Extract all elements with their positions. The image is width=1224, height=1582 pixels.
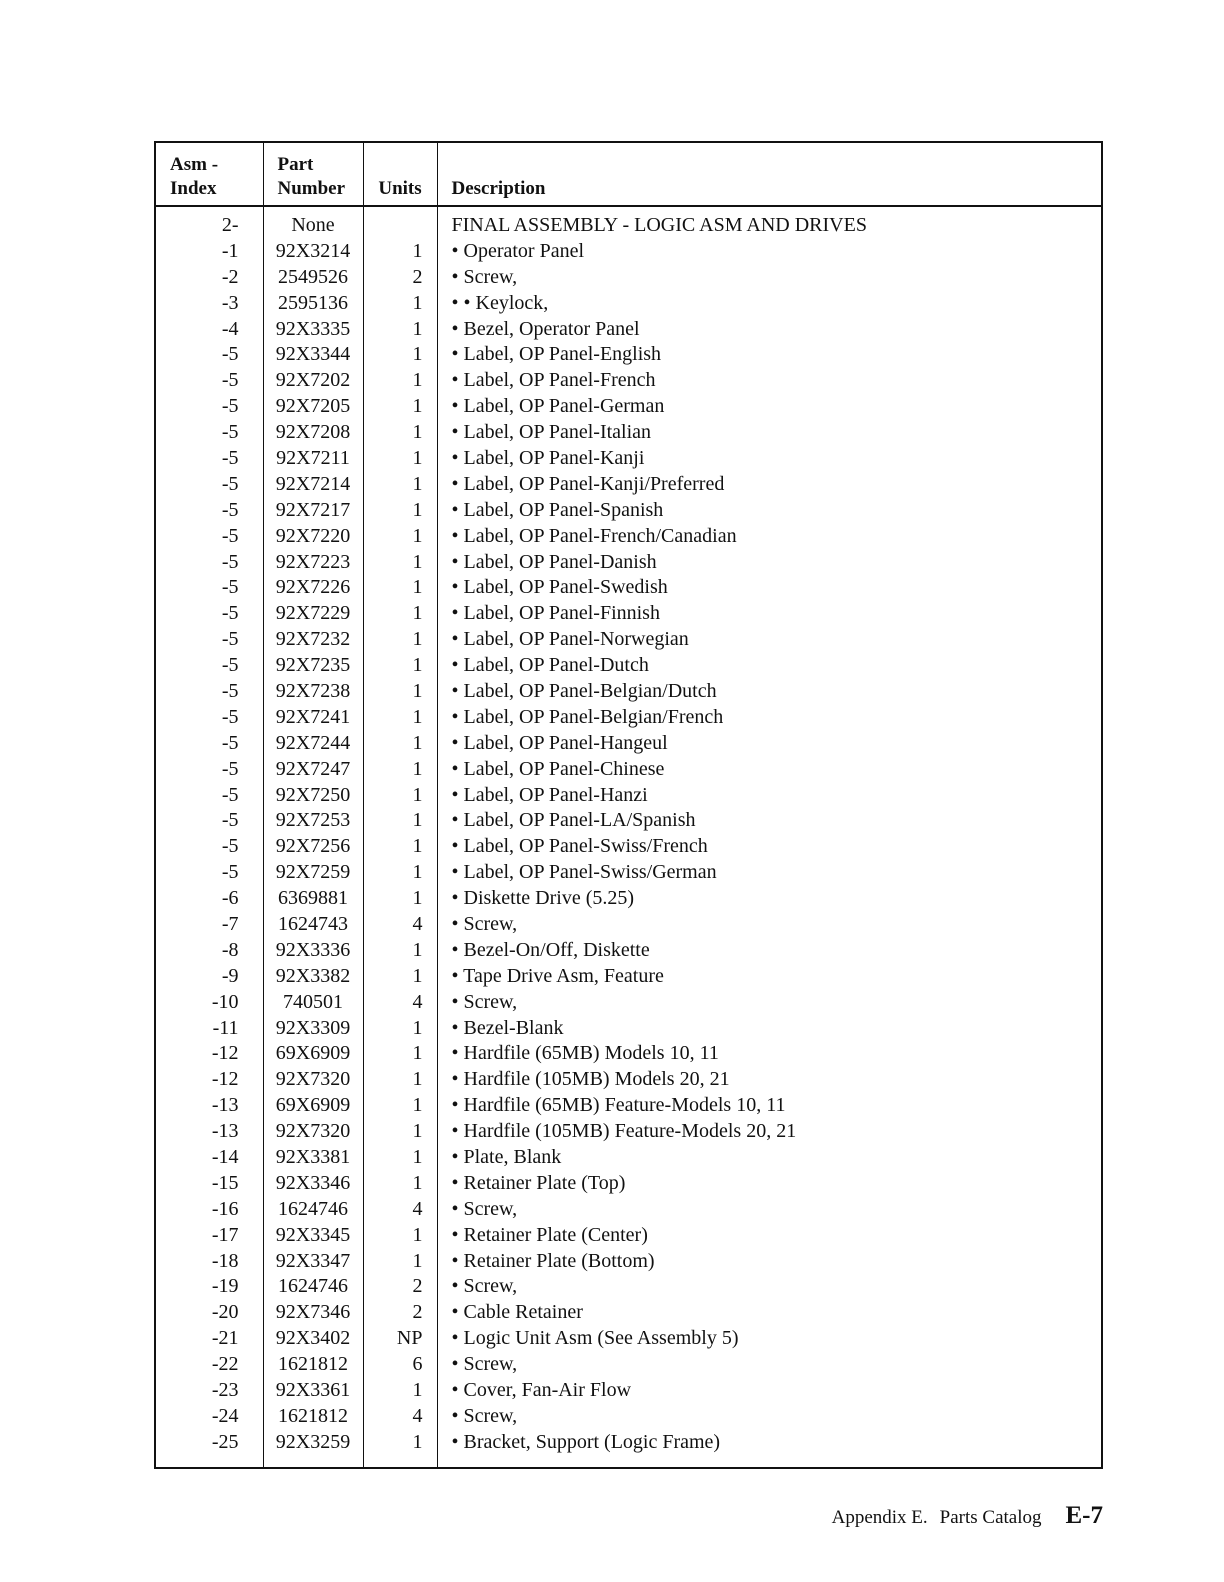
table-row xyxy=(155,290,1102,316)
units-cell: 2 xyxy=(363,264,437,290)
asm-index-cell: -23 xyxy=(155,1377,263,1403)
table-row xyxy=(155,989,1102,1015)
description-cell: • Label, OP Panel-French/Canadian xyxy=(451,524,737,547)
table-header-row xyxy=(155,142,1102,206)
part-number-cell: 92X3259 xyxy=(263,1429,363,1468)
description-cell: • Plate, Blank xyxy=(451,1146,562,1168)
table-row xyxy=(155,885,1102,911)
description-cell: • Cable Retainer xyxy=(451,1301,583,1324)
units-cell: 1 xyxy=(363,1144,437,1170)
units-cell: 1 xyxy=(363,963,437,989)
asm-index-cell: -13 xyxy=(155,1092,263,1118)
table-row xyxy=(155,963,1102,989)
description-cell: • Diskette Drive (5.25) xyxy=(451,887,635,910)
table-row xyxy=(155,1222,1102,1248)
description-cell: • Label, OP Panel-LA/Spanish xyxy=(451,809,696,832)
table-row xyxy=(155,600,1102,626)
table-row xyxy=(155,626,1102,652)
table-row xyxy=(155,756,1102,782)
description-cell: • Bezel-Blank xyxy=(451,1016,564,1039)
asm-index-cell: -19 xyxy=(155,1274,263,1300)
asm-index-cell: -5 xyxy=(155,626,263,652)
asm-index-cell: -12 xyxy=(155,1041,263,1067)
table-row xyxy=(155,730,1102,756)
units-cell: 1 xyxy=(363,290,437,316)
table-row xyxy=(155,523,1102,549)
asm-index-cell: -5 xyxy=(155,652,263,678)
table-row xyxy=(155,1170,1102,1196)
description-cell: • Screw, xyxy=(451,1404,518,1427)
asm-index-cell: -4 xyxy=(155,316,263,342)
description-cell: • Label, OP Panel-Kanji/Preferred xyxy=(451,472,725,495)
description-cell: • Operator Panel xyxy=(451,239,585,262)
asm-index-cell: -5 xyxy=(155,574,263,600)
units-cell: 4 xyxy=(363,911,437,937)
asm-index-cell: -21 xyxy=(155,1325,263,1351)
part-number-cell: 92X7256 xyxy=(263,833,363,859)
description-cell: • Screw, xyxy=(451,265,518,288)
table-row xyxy=(155,264,1102,290)
table-row xyxy=(155,445,1102,471)
table-row xyxy=(155,1092,1102,1118)
parts-table-body xyxy=(155,206,1102,1468)
part-number-cell: 92X7259 xyxy=(263,859,363,885)
part-number-cell: 92X7238 xyxy=(263,678,363,704)
part-number-cell: 1624743 xyxy=(263,911,363,937)
table-row xyxy=(155,1351,1102,1377)
units-cell: 1 xyxy=(363,600,437,626)
description-cell: • Label, OP Panel-Belgian/Dutch xyxy=(451,679,717,702)
asm-index-cell: -5 xyxy=(155,497,263,523)
units-cell: 1 xyxy=(363,833,437,859)
table-row xyxy=(155,238,1102,264)
part-number-cell: 92X7241 xyxy=(263,704,363,730)
asm-index-cell: -18 xyxy=(155,1248,263,1274)
asm-index-cell: -5 xyxy=(155,782,263,808)
description-cell: • Bezel-On/Off, Diskette xyxy=(451,938,650,961)
table-row xyxy=(155,471,1102,497)
asm-index-cell: -5 xyxy=(155,833,263,859)
description-cell: • Label, OP Panel-Spanish xyxy=(451,498,664,521)
asm-index-cell: -17 xyxy=(155,1222,263,1248)
description-cell: • Label, OP Panel-Swiss/German xyxy=(451,861,717,884)
units-cell: 1 xyxy=(363,1066,437,1092)
asm-index-cell: -22 xyxy=(155,1351,263,1377)
part-number-cell: 92X3361 xyxy=(263,1377,363,1403)
part-number-cell: 92X7208 xyxy=(263,419,363,445)
asm-index-cell: -5 xyxy=(155,341,263,367)
units-cell: 2 xyxy=(363,1274,437,1300)
table-row xyxy=(155,807,1102,833)
asm-index-cell: -6 xyxy=(155,885,263,911)
units-cell: 1 xyxy=(363,937,437,963)
asm-index-cell: 2- xyxy=(155,206,263,238)
units-cell: 1 xyxy=(363,341,437,367)
units-cell: 1 xyxy=(363,238,437,264)
asm-index-cell: -5 xyxy=(155,600,263,626)
units-cell: 4 xyxy=(363,989,437,1015)
table-row xyxy=(155,1299,1102,1325)
part-number-cell: 92X3344 xyxy=(263,341,363,367)
asm-index-cell: -5 xyxy=(155,756,263,782)
part-number-cell: 92X3381 xyxy=(263,1144,363,1170)
asm-index-cell: -8 xyxy=(155,937,263,963)
units-cell: 1 xyxy=(363,316,437,342)
units-cell: 1 xyxy=(363,419,437,445)
table-row xyxy=(155,1041,1102,1067)
asm-index-cell: -5 xyxy=(155,807,263,833)
page-number: E-7 xyxy=(1065,1502,1103,1529)
table-row xyxy=(155,911,1102,937)
units-cell: 1 xyxy=(363,1248,437,1274)
asm-index-cell: -5 xyxy=(155,678,263,704)
description-cell: • Label, OP Panel-Danish xyxy=(451,550,657,573)
units-cell: 1 xyxy=(363,523,437,549)
header-description: Description xyxy=(437,142,1102,206)
parts-catalog-table xyxy=(154,141,1103,1469)
part-number-cell: 92X3336 xyxy=(263,937,363,963)
asm-index-cell: -12 xyxy=(155,1066,263,1092)
asm-index-cell: -5 xyxy=(155,730,263,756)
units-cell: 6 xyxy=(363,1351,437,1377)
asm-index-cell: -1 xyxy=(155,238,263,264)
description-cell: • Retainer Plate (Bottom) xyxy=(451,1249,655,1272)
units-cell: 1 xyxy=(363,393,437,419)
units-cell xyxy=(363,206,437,238)
description-cell: • Hardfile (65MB) Feature-Models 10, 11 xyxy=(451,1094,786,1117)
table-row xyxy=(155,1066,1102,1092)
part-number-cell: 92X3347 xyxy=(263,1248,363,1274)
description-cell: • Label, OP Panel-Norwegian xyxy=(451,628,689,651)
table-row xyxy=(155,1377,1102,1403)
asm-index-cell: -16 xyxy=(155,1196,263,1222)
part-number-cell: 92X3214 xyxy=(263,238,363,264)
units-cell: 1 xyxy=(363,1170,437,1196)
description-cell: • Label, OP Panel-Swiss/French xyxy=(451,835,708,858)
asm-index-cell: -24 xyxy=(155,1403,263,1429)
table-row xyxy=(155,937,1102,963)
description-cell: • Bracket, Support (Logic Frame) xyxy=(451,1430,721,1453)
table-row xyxy=(155,1325,1102,1351)
units-cell: 1 xyxy=(363,1092,437,1118)
part-number-cell: 2549526 xyxy=(263,264,363,290)
description-cell: • Label, OP Panel-English xyxy=(451,343,662,366)
description-cell: • Hardfile (105MB) Feature-Models 20, 21 xyxy=(451,1120,797,1143)
description-cell: • Label, OP Panel-French xyxy=(451,369,656,392)
description-cell: • Label, OP Panel-Kanji xyxy=(451,446,645,469)
description-cell: • Label, OP Panel-Hanzi xyxy=(451,783,648,806)
description-cell: • Hardfile (105MB) Models 20, 21 xyxy=(451,1068,730,1091)
part-number-cell: 92X7211 xyxy=(263,445,363,471)
part-number-cell: 92X7226 xyxy=(263,574,363,600)
description-cell: • Label, OP Panel-Chinese xyxy=(451,757,665,780)
part-number-cell: 92X7220 xyxy=(263,523,363,549)
description-cell: • Screw, xyxy=(451,1353,518,1376)
table-row xyxy=(155,419,1102,445)
description-cell: FINAL ASSEMBLY - LOGIC ASM AND DRIVES xyxy=(451,213,867,236)
part-number-cell: 92X7247 xyxy=(263,756,363,782)
part-number-cell: 92X7253 xyxy=(263,807,363,833)
units-cell: 1 xyxy=(363,1429,437,1468)
asm-index-cell: -10 xyxy=(155,989,263,1015)
part-number-cell: 92X7250 xyxy=(263,782,363,808)
units-cell: 1 xyxy=(363,807,437,833)
table-row xyxy=(155,497,1102,523)
units-cell: 1 xyxy=(363,497,437,523)
description-cell: • Label, OP Panel-Hangeul xyxy=(451,731,668,754)
description-cell: • • Keylock, xyxy=(451,291,549,314)
table-row xyxy=(155,1429,1102,1468)
table-row xyxy=(155,833,1102,859)
part-number-cell: 92X7205 xyxy=(263,393,363,419)
part-number-cell: 1621812 xyxy=(263,1351,363,1377)
asm-index-cell: -13 xyxy=(155,1118,263,1144)
part-number-cell: 92X3345 xyxy=(263,1222,363,1248)
header-units: Units xyxy=(363,142,437,206)
asm-index-cell: -11 xyxy=(155,1015,263,1041)
units-cell: NP xyxy=(363,1325,437,1351)
part-number-cell: 92X7217 xyxy=(263,497,363,523)
units-cell: 1 xyxy=(363,471,437,497)
units-cell: 1 xyxy=(363,678,437,704)
asm-index-cell: -9 xyxy=(155,963,263,989)
part-number-cell: 92X3402 xyxy=(263,1325,363,1351)
units-cell: 1 xyxy=(363,445,437,471)
header-part-number: Part Number xyxy=(263,142,363,206)
units-cell: 1 xyxy=(363,1118,437,1144)
asm-index-cell: -7 xyxy=(155,911,263,937)
units-cell: 4 xyxy=(363,1196,437,1222)
part-number-cell: 6369881 xyxy=(263,885,363,911)
table-row xyxy=(155,704,1102,730)
description-cell: • Retainer Plate (Top) xyxy=(451,1171,626,1194)
table-row xyxy=(155,549,1102,575)
table-row xyxy=(155,367,1102,393)
description-cell: • Logic Unit Asm (See Assembly 5) xyxy=(451,1327,739,1350)
units-cell: 1 xyxy=(363,574,437,600)
description-cell: • Tape Drive Asm, Feature xyxy=(451,964,664,987)
description-cell: • Screw, xyxy=(451,990,518,1013)
description-cell: • Hardfile (65MB) Models 10, 11 xyxy=(451,1042,719,1065)
table-row xyxy=(155,1274,1102,1300)
table-row xyxy=(155,1118,1102,1144)
footer-title: Parts Catalog xyxy=(939,1507,1042,1528)
table-row xyxy=(155,574,1102,600)
part-number-cell: 92X7202 xyxy=(263,367,363,393)
part-number-cell: 69X6909 xyxy=(263,1092,363,1118)
asm-index-cell: -5 xyxy=(155,471,263,497)
units-cell: 1 xyxy=(363,1041,437,1067)
description-cell: • Label, OP Panel-Finnish xyxy=(451,602,660,625)
asm-index-cell: -5 xyxy=(155,445,263,471)
part-number-cell: 92X7320 xyxy=(263,1066,363,1092)
asm-index-cell: -15 xyxy=(155,1170,263,1196)
header-asm-index: Asm - Index xyxy=(155,142,263,206)
units-cell: 1 xyxy=(363,549,437,575)
asm-index-cell: -5 xyxy=(155,704,263,730)
units-cell: 1 xyxy=(363,885,437,911)
units-cell: 1 xyxy=(363,704,437,730)
asm-index-cell: -25 xyxy=(155,1429,263,1468)
description-cell: • Label, OP Panel-German xyxy=(451,395,665,418)
part-number-cell: 92X3346 xyxy=(263,1170,363,1196)
part-number-cell: 92X3382 xyxy=(263,963,363,989)
asm-index-cell: -5 xyxy=(155,523,263,549)
table-row xyxy=(155,1403,1102,1429)
asm-index-cell: -5 xyxy=(155,367,263,393)
table-row xyxy=(155,1015,1102,1041)
asm-index-cell: -2 xyxy=(155,264,263,290)
units-cell: 4 xyxy=(363,1403,437,1429)
part-number-cell: 1624746 xyxy=(263,1196,363,1222)
description-cell: • Bezel, Operator Panel xyxy=(451,317,640,340)
part-number-cell: 92X7229 xyxy=(263,600,363,626)
description-cell: • Screw, xyxy=(451,912,518,935)
part-number-cell: None xyxy=(263,206,363,238)
table-row xyxy=(155,316,1102,342)
table-row xyxy=(155,678,1102,704)
description-cell: • Screw, xyxy=(451,1275,518,1298)
part-number-cell: 92X7214 xyxy=(263,471,363,497)
table-row xyxy=(155,206,1102,238)
asm-index-cell: -5 xyxy=(155,393,263,419)
page-footer xyxy=(832,1502,1103,1530)
part-number-cell: 1624746 xyxy=(263,1274,363,1300)
part-number-cell: 2595136 xyxy=(263,290,363,316)
footer-section: Appendix E. xyxy=(831,1507,928,1528)
asm-index-cell: -20 xyxy=(155,1299,263,1325)
units-cell: 1 xyxy=(363,1222,437,1248)
part-number-cell: 69X6909 xyxy=(263,1041,363,1067)
table-row xyxy=(155,393,1102,419)
description-cell: • Label, OP Panel-Italian xyxy=(451,421,652,444)
part-number-cell: 92X7223 xyxy=(263,549,363,575)
table-row xyxy=(155,1196,1102,1222)
units-cell: 2 xyxy=(363,1299,437,1325)
units-cell: 1 xyxy=(363,367,437,393)
description-cell: • Retainer Plate (Center) xyxy=(451,1223,648,1246)
description-cell: • Label, OP Panel-Swedish xyxy=(451,576,668,599)
table-row xyxy=(155,652,1102,678)
asm-index-cell: -14 xyxy=(155,1144,263,1170)
units-cell: 1 xyxy=(363,626,437,652)
part-number-cell: 92X7320 xyxy=(263,1118,363,1144)
part-number-cell: 92X7244 xyxy=(263,730,363,756)
table-row xyxy=(155,341,1102,367)
units-cell: 1 xyxy=(363,1015,437,1041)
table-row xyxy=(155,782,1102,808)
units-cell: 1 xyxy=(363,730,437,756)
part-number-cell: 1621812 xyxy=(263,1403,363,1429)
description-cell: • Label, OP Panel-Dutch xyxy=(451,654,649,677)
table-row xyxy=(155,859,1102,885)
units-cell: 1 xyxy=(363,1377,437,1403)
table-row xyxy=(155,1248,1102,1274)
part-number-cell: 740501 xyxy=(263,989,363,1015)
units-cell: 1 xyxy=(363,859,437,885)
asm-index-cell: -5 xyxy=(155,549,263,575)
part-number-cell: 92X7346 xyxy=(263,1299,363,1325)
part-number-cell: 92X7235 xyxy=(263,652,363,678)
description-cell: • Cover, Fan-Air Flow xyxy=(451,1379,632,1402)
asm-index-cell: -5 xyxy=(155,419,263,445)
units-cell: 1 xyxy=(363,756,437,782)
asm-index-cell: -5 xyxy=(155,859,263,885)
description-cell: • Label, OP Panel-Belgian/French xyxy=(451,705,724,728)
description-cell: • Screw, xyxy=(451,1197,518,1220)
part-number-cell: 92X3309 xyxy=(263,1015,363,1041)
part-number-cell: 92X3335 xyxy=(263,316,363,342)
units-cell: 1 xyxy=(363,782,437,808)
asm-index-cell: -3 xyxy=(155,290,263,316)
table-row xyxy=(155,1144,1102,1170)
units-cell: 1 xyxy=(363,652,437,678)
part-number-cell: 92X7232 xyxy=(263,626,363,652)
